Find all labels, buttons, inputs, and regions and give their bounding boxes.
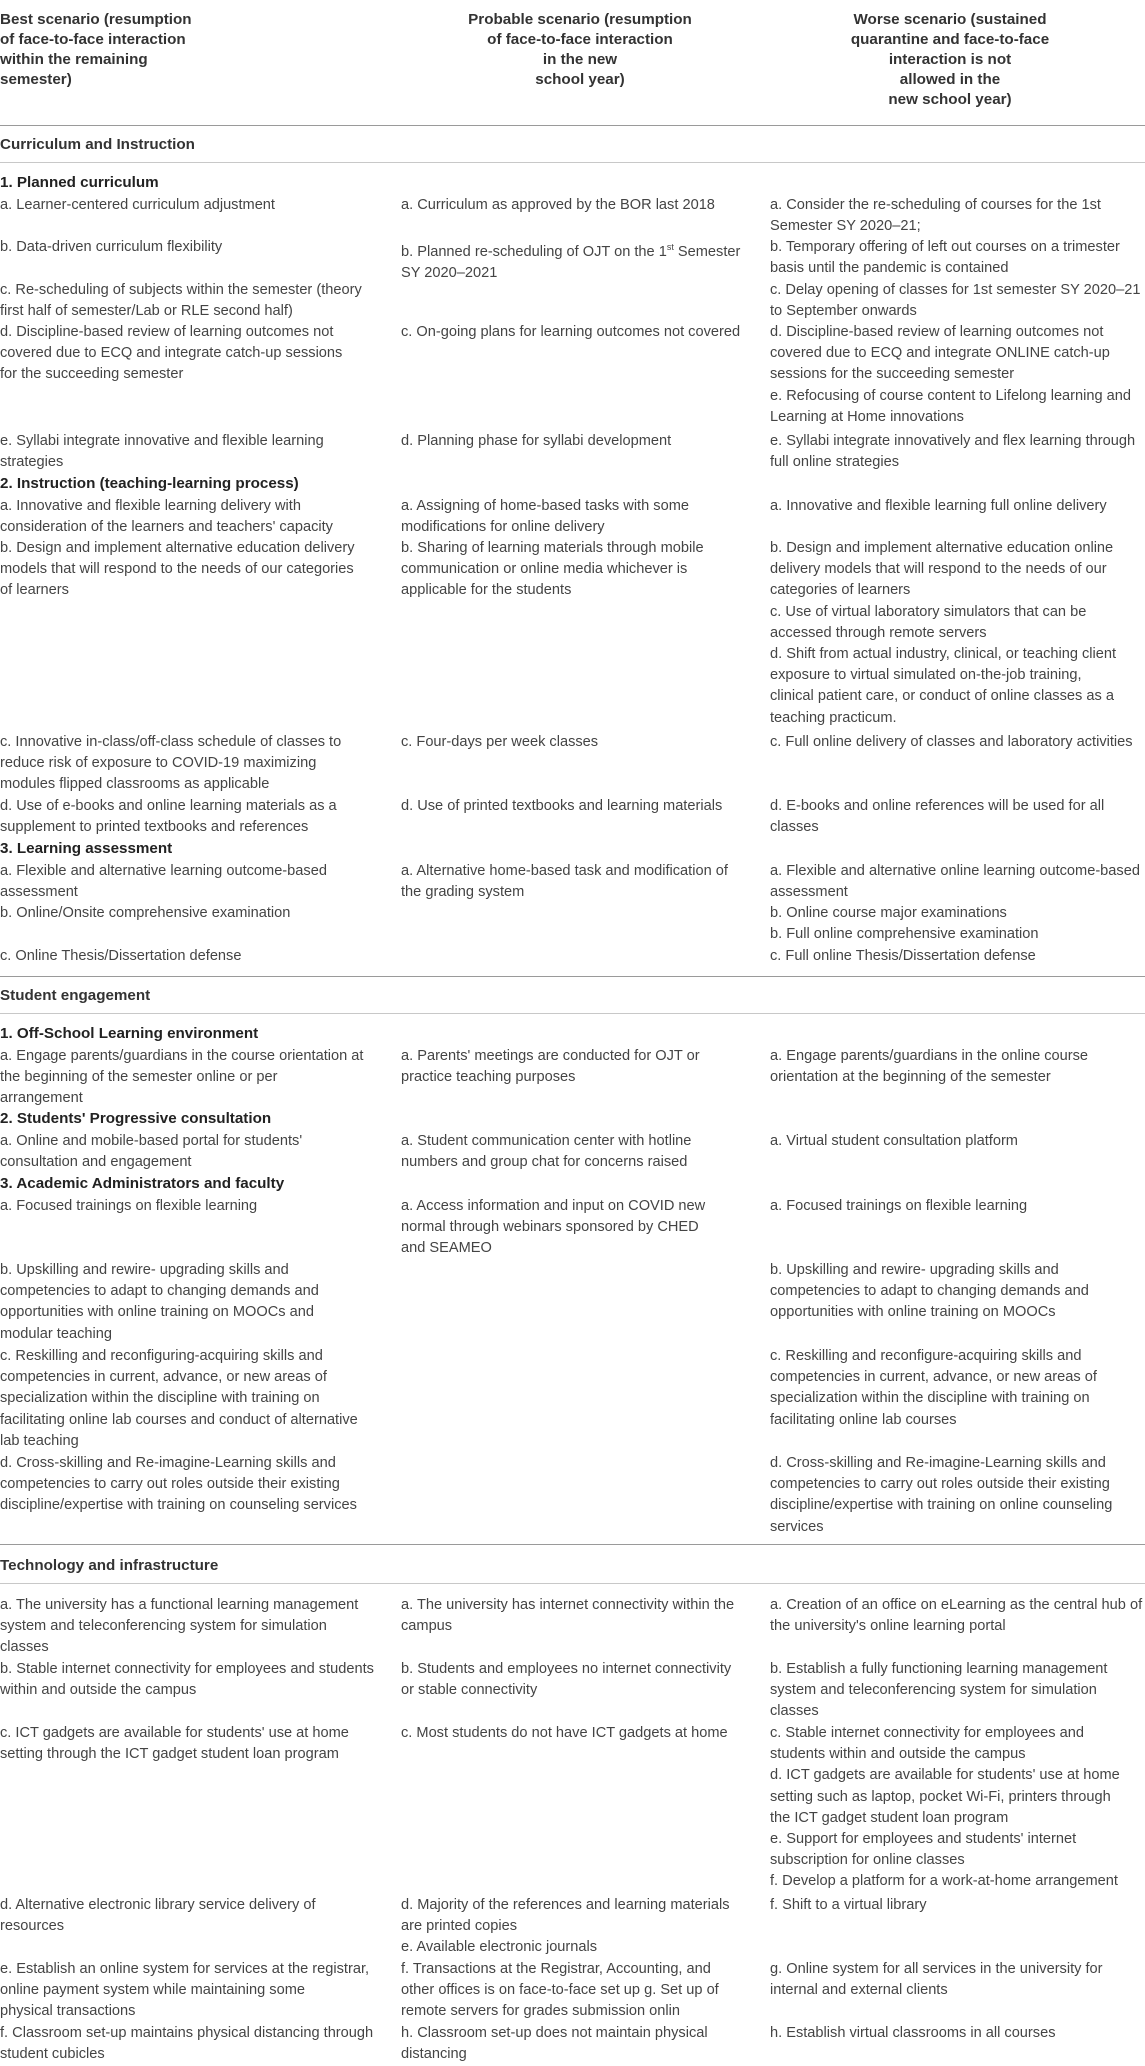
header-best-scenario: Best scenario (resumption of face-to-face interaction within the remaining semester) <box>0 11 192 88</box>
cell-instruction-probable-d: d. Use of printed textbooks and learning materials <box>401 798 723 814</box>
section-rule <box>0 1583 1145 1584</box>
cell-tech-worse-d: f. Shift to a virtual library <box>770 1897 927 1913</box>
cell-faculty-best-a: a. Focused trainings on flexible learning <box>0 1198 258 1214</box>
subsection-consultation: 2. Students' Progressive consultation <box>0 1110 272 1127</box>
cell-tech-probable-f: h. Classroom set-up does not maintain physical distancing <box>401 2025 708 2063</box>
cell-tech-best-c: c. ICT gadgets are available for students' use at home setting through the ICT gadget student loan program <box>0 1725 349 1763</box>
cell-planned-worse-e: e. Syllabi integrate innovatively and flex learning through full online strategies <box>770 433 1136 471</box>
cell-planned-probable-c: c. On-going plans for learning outcomes not covered <box>401 324 741 340</box>
cell-faculty-worse-a: a. Focused trainings on flexible learning <box>770 1198 1028 1214</box>
subsection-learning-assessment: 3. Learning assessment <box>0 840 173 857</box>
cell-planned-best-d: d. Discipline-based review of learning outcomes not covered due to ECQ and integrate catch-up sessions for the succeeding semester <box>0 324 343 383</box>
cell-planned-best-b: b. Data-driven curriculum flexibility <box>0 239 223 255</box>
cell-instruction-worse-b: b. Design and implement alternative education online delivery models that will respond to the needs of our categories of learners c. Use of virtual laboratory simulators that can be accessed through remote servers d. Shift from actual industry, clinical, or teaching client exposure to virtual simulated on-the-job training, clinical patient care, or conduct of online classes as a teaching practicum. <box>770 540 1117 726</box>
section-rule <box>0 1544 1145 1545</box>
cell-planned-probable-b: b. Planned re-scheduling of OJT on the 1st Semester SY 2020–2021 <box>401 242 741 282</box>
cell-offschool-best-a: a. Engage parents/guardians in the course orientation at the beginning of the semester online or per arrangement <box>0 1048 364 1107</box>
cell-faculty-best-b: b. Upskilling and rewire- upgrading skills and competencies to adapt to changing demands and opportunities with online training on MOOCs and modular teaching <box>0 1262 319 1342</box>
section-curriculum: Curriculum and Instruction <box>0 136 195 153</box>
cell-offschool-worse-a: a. Engage parents/guardians in the online course orientation at the beginning of the semester <box>770 1048 1089 1086</box>
cell-instruction-best-c: c. Innovative in-class/off-class schedule of classes to reduce risk of exposure to COVID-19 maximizing modules flipped classrooms as applicable <box>0 734 342 793</box>
cell-planned-worse-c: c. Delay opening of classes for 1st semester SY 2020–21 to September onwards <box>770 282 1141 320</box>
section-rule <box>0 976 1145 977</box>
cell-tech-probable-e: f. Transactions at the Registrar, Accounting, and other offices is on face-to-face set up g. Set up of remote servers for grades submission onlin <box>401 1961 719 2020</box>
header-worse-scenario: Worse scenario (sustained quarantine and face-to-face interaction is not allowed in the new school year) <box>850 11 1050 108</box>
cell-assessment-worse-a: a. Flexible and alternative online learning outcome-based assessment <box>770 863 1140 901</box>
cell-tech-best-b: b. Stable internet connectivity for employees and students within and outside the campus <box>0 1661 374 1699</box>
cell-planned-best-c: c. Re-scheduling of subjects within the semester (theory first half of semester/Lab or RLE second half) <box>0 282 362 320</box>
cell-tech-best-d: d. Alternative electronic library service delivery of resources <box>0 1897 316 1935</box>
cell-planned-best-e: e. Syllabi integrate innovative and flexible learning strategies <box>0 433 324 471</box>
section-rule <box>0 162 1145 163</box>
cell-tech-worse-e: g. Online system for all services in the university for internal and external clients <box>770 1961 1103 1999</box>
cell-instruction-best-d: d. Use of e-books and online learning materials as a supplement to printed textbooks and references <box>0 798 337 836</box>
cell-planned-worse-b: b. Temporary offering of left out courses on a trimester basis until the pandemic is contained <box>770 239 1120 277</box>
cell-tech-best-e: e. Establish an online system for services at the registrar, online payment system while maintaining some physical transactions <box>0 1961 370 2020</box>
cell-faculty-worse-c: c. Reskilling and reconfigure-acquiring skills and competencies in current, advance, or new areas of specialization within the discipline with training on facilitating online lab courses <box>770 1348 1097 1428</box>
cell-offschool-probable-a: a. Parents' meetings are conducted for OJT or practice teaching purposes <box>401 1048 700 1086</box>
cell-faculty-best-d: d. Cross-skilling and Re-imagine-Learning skills and competencies to carry out roles outside their existing discipline/expertise with training on counseling services <box>0 1455 357 1514</box>
cell-tech-worse-b: b. Establish a fully functioning learning management system and teleconferencing system for simulation classes <box>770 1661 1108 1720</box>
cell-tech-probable-a: a. The university has internet connectivity within the campus <box>401 1597 735 1635</box>
cell-instruction-probable-a: a. Assigning of home-based tasks with some modifications for online delivery <box>401 498 689 536</box>
section-technology: Technology and infrastructure <box>0 1557 219 1574</box>
cell-assessment-best-b: b. Online/Onsite comprehensive examination <box>0 905 291 921</box>
cell-faculty-probable-a: a. Access information and input on COVID new normal through webinars sponsored by CHED and SEAMEO <box>401 1198 706 1257</box>
cell-faculty-worse-d: d. Cross-skilling and Re-imagine-Learning skills and competencies to carry out roles outside their existing discipline/expertise with training on online counseling services <box>770 1455 1113 1535</box>
section-student-engagement: Student engagement <box>0 987 151 1004</box>
cell-consultation-probable-a: a. Student communication center with hotline numbers and group chat for concerns raised <box>401 1133 692 1171</box>
cell-planned-probable-d: d. Planning phase for syllabi development <box>401 433 672 449</box>
cell-tech-probable-c: c. Most students do not have ICT gadgets at home <box>401 1725 728 1741</box>
cell-consultation-best-a: a. Online and mobile-based portal for students' consultation and engagement <box>0 1133 303 1171</box>
cell-tech-best-f: f. Classroom set-up maintains physical distancing through student cubicles <box>0 2025 374 2063</box>
cell-assessment-worse-c: c. Full online Thesis/Dissertation defense <box>770 948 1036 964</box>
cell-planned-best-a: a. Learner-centered curriculum adjustment <box>0 197 275 213</box>
cell-instruction-worse-d: d. E-books and online references will be used for all classes <box>770 798 1105 836</box>
cell-tech-worse-a: a. Creation of an office on eLearning as the central hub of the university's online learning portal <box>770 1597 1143 1635</box>
cell-instruction-worse-a: a. Innovative and flexible learning full online delivery <box>770 498 1107 514</box>
subsection-planned-curriculum: 1. Planned curriculum <box>0 174 159 191</box>
cell-instruction-worse-c: c. Full online delivery of classes and laboratory activities <box>770 734 1133 750</box>
cell-instruction-best-b: b. Design and implement alternative education delivery models that will respond to the needs of our categories of learners <box>0 540 355 599</box>
section-rule <box>0 1013 1145 1014</box>
subsection-administrators-faculty: 3. Academic Administrators and faculty <box>0 1175 285 1192</box>
cell-assessment-probable-a: a. Alternative home-based task and modification of the grading system <box>401 863 728 901</box>
cell-consultation-worse-a: a. Virtual student consultation platform <box>770 1133 1018 1149</box>
cell-instruction-probable-b: b. Sharing of learning materials through mobile communication or online media whichever is applicable for the students <box>401 540 704 599</box>
cell-faculty-worse-b: b. Upskilling and rewire- upgrading skills and competencies to adapt to changing demands and opportunities with online training on MOOCs <box>770 1262 1089 1321</box>
cell-faculty-best-c: c. Reskilling and reconfiguring-acquiring skills and competencies in current, advance, or new areas of specialization within the discipline with training on facilitating online lab courses and conduct of alternative lab teaching <box>0 1348 358 1449</box>
cell-assessment-best-c: c. Online Thesis/Dissertation defense <box>0 948 242 964</box>
cell-planned-worse-d: d. Discipline-based review of learning outcomes not covered due to ECQ and integrate ONLINE catch-up sessions for the succeeding semester e. Refocusing of course content to Lifelong learning and Learning at Home innovations <box>770 324 1132 425</box>
cell-tech-probable-b: b. Students and employees no internet connectivity or stable connectivity <box>401 1661 732 1699</box>
subsection-off-school: 1. Off-School Learning environment <box>0 1025 259 1042</box>
cell-planned-probable-a: a. Curriculum as approved by the BOR last 2018 <box>401 197 715 213</box>
header-probable-scenario: Probable scenario (resumption of face-to-face interaction in the new school year) <box>468 11 692 88</box>
cell-assessment-worse-b: b. Online course major examinations b. Full online comprehensive examination <box>770 905 1039 943</box>
table-header <box>0 10 1145 125</box>
cell-tech-worse-c: c. Stable internet connectivity for employees and students within and outside the campus d. ICT gadgets are available for students' use at home setting such as laptop, pocket Wi-Fi, printers through the ICT gadget student loan program e. Support for employees and students' internet subscription for online classes f. Develop a platform for a work-at-home arrangement <box>770 1725 1120 1890</box>
cell-tech-worse-f: h. Establish virtual classrooms in all courses <box>770 2025 1056 2041</box>
cell-assessment-best-a: a. Flexible and alternative learning outcome-based assessment <box>0 863 327 901</box>
cell-tech-best-a: a. The university has a functional learning management system and teleconferencing system for simulation classes <box>0 1597 359 1656</box>
cell-instruction-probable-c: c. Four-days per week classes <box>401 734 599 750</box>
header-rule <box>0 125 1145 126</box>
cell-tech-probable-d: d. Majority of the references and learning materials are printed copies e. Available electronic journals <box>401 1897 730 1956</box>
cell-instruction-best-a: a. Innovative and flexible learning delivery with consideration of the learners and teachers' capacity <box>0 498 333 536</box>
cell-planned-worse-a: a. Consider the re-scheduling of courses for the 1st Semester SY 2020–21; <box>770 197 1101 235</box>
subsection-instruction: 2. Instruction (teaching-learning process) <box>0 475 299 492</box>
